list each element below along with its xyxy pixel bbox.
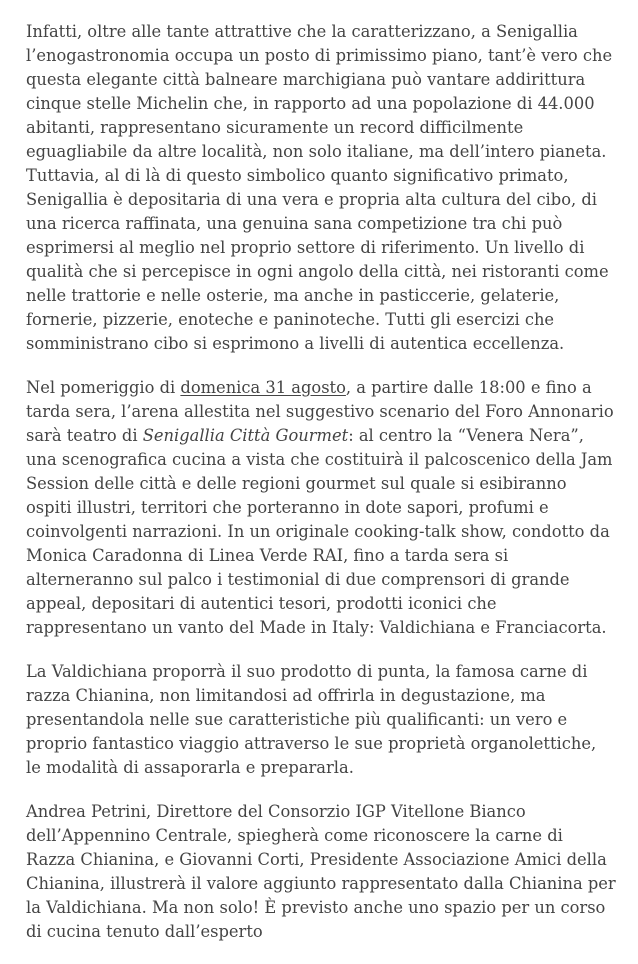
event-name-emphasis: Senigallia Città Gourmet xyxy=(142,426,349,445)
paragraph-text: Nel pomeriggio di xyxy=(26,378,181,397)
paragraph-text: : al centro la “Venera Nera”, una scenografica cucina a vista che costituirà il palcoscenico della Jam Session delle città e delle regioni gourmet sul quale si esibiranno ospiti illustri, territori che porteranno in dote sapori, profumi e coinvolgenti narrazioni. In un originale cooking-talk show, condotto da Monica Caradonna di Linea Verde RAI, fino a tarda sera si alterneranno sul palco i testimonial di due comprensori di grande appeal, depositari di autentici tesori, prodotti iconici che rappresentano un vanto del Made in Italy: Valdichiana e Franciacorta. xyxy=(26,426,613,637)
article-body xyxy=(26,20,616,964)
paragraph-enogastronomia: Infatti, oltre alle tante attrattive che la caratterizzano, a Senigallia l’enogastronomia occupa un posto di primissimo piano, tant’è vero che questa elegante città balneare marchigiana può vantare addirittura cinque stelle Michelin che, in rapporto ad una popolazione di 44.000 abitanti, rappresentano sicuramente un record difficilmente eguagliabile da altre località, non solo italiane, ma dell’intero pianeta. Tuttavia, al di là di questo simbolico quanto significativo primato, Senigallia è depositaria di una vera e propria alta cultura del cibo, di una ricerca raffinata, una genuina sana competizione tra chi può esprimersi al meglio nel proprio settore di riferimento. Un livello di qualità che si percepisce in ogni angolo della città, nei ristoranti come nelle trattorie e nelle osterie, ma anche in pasticcerie, gelaterie, fornerie, pizzerie, enoteche e paninoteche. Tutti gli esercizi che somministrano cibo si esprimono a livelli di autentica eccellenza. xyxy=(26,22,613,353)
paragraph-valdichiana: La Valdichiana proporrà il suo prodotto di punta, la famosa carne di razza Chianina, non limitandosi ad offrirla in degustazione, ma presentandola nelle sue caratteristiche più qualificanti: un vero e proprio fantastico viaggio attraverso le sue proprietà organolettiche, le modalità di assaporarla e prepararla. xyxy=(26,662,597,777)
event-date-link[interactable]: domenica 31 agosto xyxy=(180,378,346,397)
paragraph-event-details xyxy=(26,376,616,640)
paragraph-speakers: Andrea Petrini, Direttore del Consorzio IGP Vitellone Bianco dell’Appennino Centrale, spiegherà come riconoscere la carne di Razza Chianina, e Giovanni Corti, Presidente Associazione Amici della Chianina, illustrerà il valore aggiunto rappresentato dalla Chianina per la Valdichiana. Ma non solo! È previsto anche uno spazio per un corso di cucina tenuto dall’esperto xyxy=(26,802,616,941)
paragraph-text: , a partire dalle 18:00 e fino a tarda sera, l’arena allestita nel suggestivo scenario del Foro Annonario sarà teatro di xyxy=(26,378,614,445)
